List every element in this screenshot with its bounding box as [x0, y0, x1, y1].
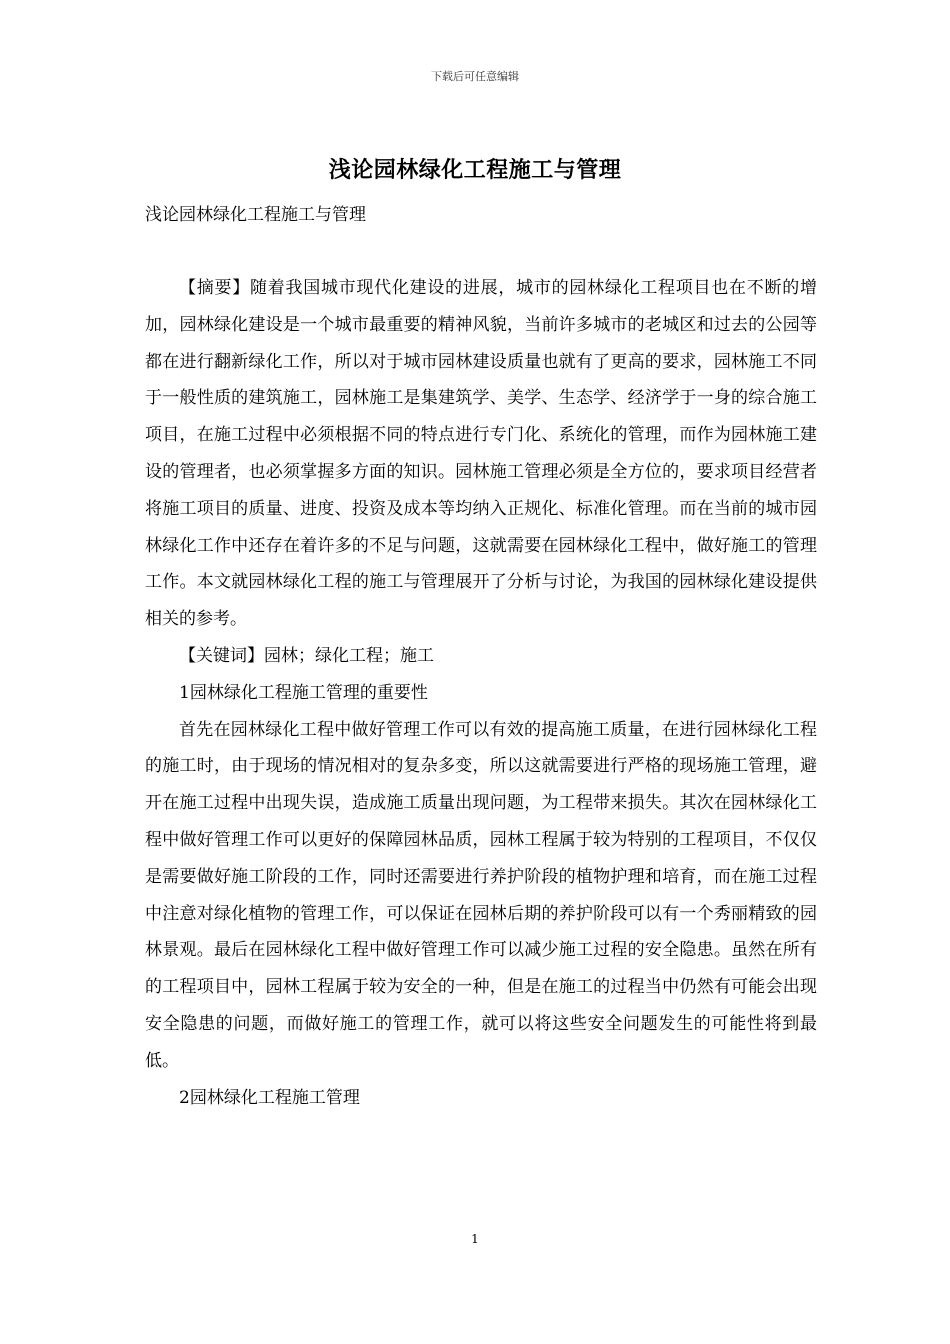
document-title: 浅论园林绿化工程施工与管理	[328, 157, 622, 183]
page-number: 1	[471, 1232, 479, 1246]
section-1-heading: 1园林绿化工程施工管理的重要性	[179, 682, 428, 703]
section-1-paragraph: 首先在园林绿化工程中做好管理工作可以有效的提高施工质量，在进行园林绿化工程的施工时，由于现场的情况相对的复杂多变，所以这就需要进行严格的现场施工管理，避开在施工过程中出现失误，造成施工质量出现问题，为工程带来损失。其次在园林绿化工程中做好管理工作可以更好的保障园林品质，园林工程属于较为特别的工程项目，不仅仅是需要做好施工阶段的工作，同时还需要进行养护阶段的植物护理和培育，而在施工过程中注意对绿化植物的管理工作，可以保证在园林后期的养护阶段可以有一个秀丽精致的园林景观。最后在园林绿化工程中做好管理工作可以减少施工过程的安全隐患。虽然在所有的工程项目中，园林工程属于较为安全的一种，但是在施工的过程当中仍然有可能会出现安全隐患的问题，而做好施工的管理工作，就可以将这些安全问题发生的可能性将到最低。	[145, 719, 817, 1071]
keywords-paragraph: 【关键词】园林；绿化工程；施工	[179, 645, 434, 666]
document-body	[145, 270, 817, 1116]
abstract-paragraph: 【摘要】随着我国城市现代化建设的进展，城市的园林绿化工程项目也在不断的增加，园林绿化建设是一个城市最重要的精神风貌，当前许多城市的老城区和过去的公园等都在进行翻新绿化工作，所以对于城市园林建设质量也就有了更高的要求，园林施工不同于一般性质的建筑施工，园林施工是集建筑学、美学、生态学、经济学于一身的综合施工项目，在施工过程中必须根据不同的特点进行专门化、系统化的管理，而作为园林施工建设的管理者，也必须掌握多方面的知识。园林施工管理必须是全方位的，要求项目经营者将施工项目的质量、进度、投资及成本等均纳入正规化、标准化管理。而在当前的城市园林绿化工作中还存在着许多的不足与问题，这就需要在园林绿化工程中，做好施工的管理工作。本文就园林绿化工程的施工与管理展开了分析与讨论，为我国的园林绿化建设提供相关的参考。	[145, 278, 817, 630]
section-2-heading: 2园林绿化工程施工管理	[179, 1087, 360, 1108]
document-subtitle: 浅论园林绿化工程施工与管理	[145, 205, 366, 225]
header-note: 下载后可任意编辑	[431, 70, 519, 83]
